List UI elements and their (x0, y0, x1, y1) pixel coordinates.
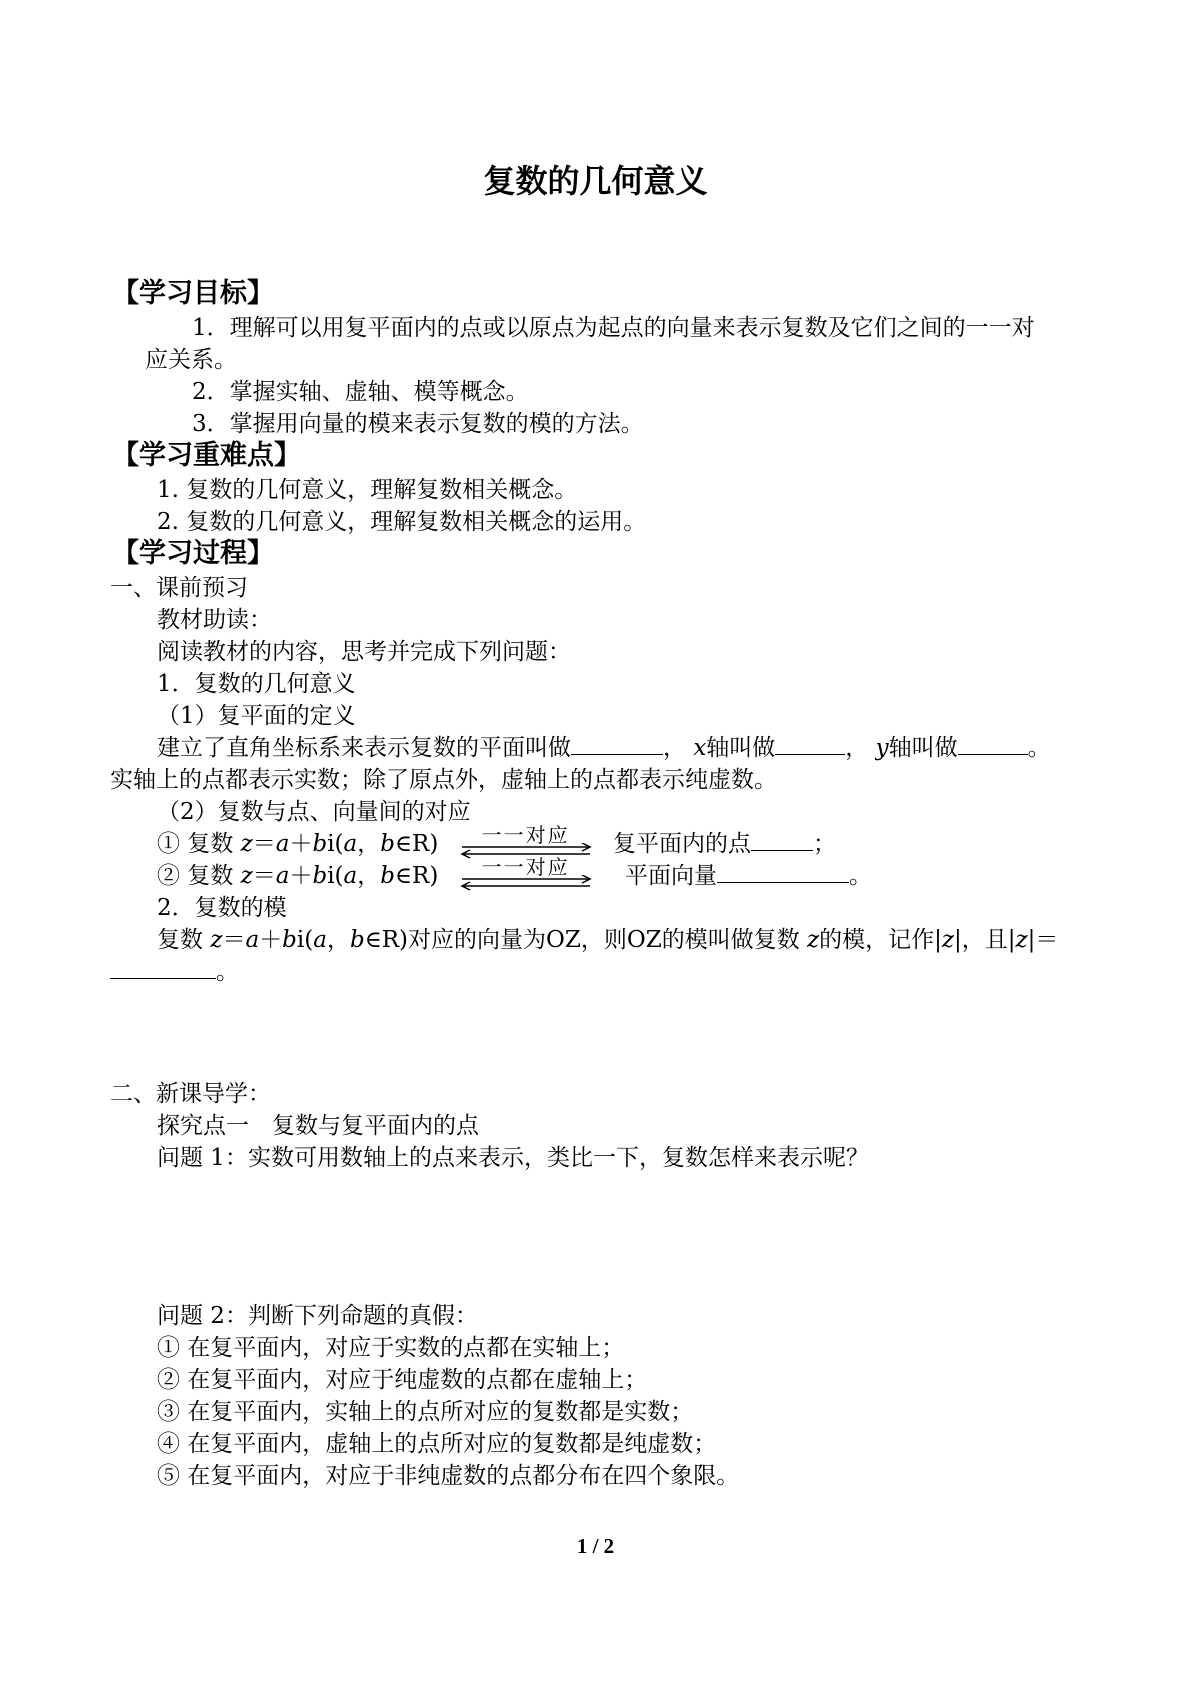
complex-plane-definition (157, 732, 1051, 764)
proposition-3: ③ 在复平面内，实轴上的点所对应的复数都是实数； (157, 1399, 694, 1425)
period: 。 (848, 863, 872, 889)
proposition-1: ① 在复平面内，对应于实数的点都在实轴上； (157, 1335, 625, 1361)
axis-note: 实轴上的点都表示实数；除了原点外，虚轴上的点都表示纯虚数。 (110, 767, 777, 793)
answer-blank-point[interactable] (751, 830, 813, 851)
z-variable: z (210, 927, 223, 953)
comma: ， (845, 735, 869, 761)
equals-sign: ＝ (222, 927, 246, 953)
proposition-4: ④ 在复平面内，虚轴上的点所对应的复数都是纯虚数； (157, 1431, 717, 1457)
z-variable: z (941, 927, 955, 953)
z-variable: z (807, 927, 820, 953)
preview-heading: 一、课前预习 (110, 575, 248, 601)
goal-3: 3．掌握用向量的模来表示复数的模的方法。 (192, 411, 644, 437)
point-label: 复平面内的点 (612, 831, 751, 857)
comma: ， (357, 863, 381, 889)
correspondence-2 (157, 855, 872, 892)
one-to-one-arrow (456, 855, 596, 891)
y-variable: y (875, 735, 889, 761)
z-variable: z (1015, 927, 1028, 953)
modulus-notation: |＝ (1027, 927, 1059, 953)
comma: ， (357, 831, 381, 857)
modulus-definition (157, 924, 1058, 956)
textbook-aid: 教材助读： (157, 607, 272, 633)
key-point-2: 2. 复数的几何意义，理解复数相关概念的运用。 (157, 509, 647, 535)
b-variable: b (312, 863, 328, 889)
a-variable: a (245, 927, 260, 953)
page-number: 1 / 2 (576, 1534, 615, 1558)
modulus-notation: |，且| (954, 927, 1016, 953)
b-variable: b (312, 831, 328, 857)
answer-blank-plane[interactable] (571, 734, 663, 755)
arrow-label: 一一对应 (481, 823, 570, 847)
real-set: ∈R) (395, 831, 439, 857)
answer-blank-modulus[interactable] (110, 958, 216, 979)
modulus-notation: 的模，记作| (819, 927, 942, 953)
plus-sign: ＋ (289, 831, 313, 857)
imaginary-unit: i( (327, 831, 344, 857)
complex-label: 复数 (157, 927, 203, 953)
vector-label: 平面向量 (624, 863, 717, 889)
complex-label: 复数 (187, 863, 234, 889)
arrow-label: 一一对应 (481, 855, 570, 879)
question-2: 问题 2：判断下列命题的真假： (157, 1303, 478, 1329)
plus-sign: ＋ (289, 863, 313, 889)
imaginary-unit: i( (296, 927, 314, 953)
b-variable: b (380, 831, 395, 857)
period: 。 (1027, 735, 1051, 761)
comma: ， (663, 735, 686, 761)
goal-1: 1．理解可以用复平面内的点或以原点为起点的向量来表示复数及它们之间的一一对 (192, 315, 1035, 341)
b-variable: b (282, 927, 297, 953)
proposition-5: ⑤ 在复平面内，对应于非纯虚数的点都分布在四个象限。 (157, 1463, 740, 1489)
definition-text: 建立了直角坐标系来表示复数的平面叫做 (157, 735, 571, 761)
goal-2: 2．掌握实轴、虚轴、模等概念。 (192, 379, 529, 405)
x-axis-text: 轴叫做 (706, 735, 776, 761)
equals-sign: ＝ (252, 831, 276, 857)
a-variable: a (313, 927, 327, 953)
comma: ， (326, 927, 350, 953)
answer-blank-x-axis[interactable] (775, 734, 845, 755)
answer-blank-y-axis[interactable] (958, 734, 1028, 755)
equals-sign: ＝ (252, 863, 276, 889)
b-variable: b (349, 927, 365, 953)
section-process-heading: 【学习过程】 (112, 538, 274, 569)
b-variable: b (380, 863, 395, 889)
section-goals-heading: 【学习目标】 (112, 278, 274, 309)
answer-blank-vector[interactable] (717, 862, 849, 883)
page-title: 复数的几何意义 (483, 162, 708, 200)
imaginary-unit: i( (327, 863, 344, 889)
item-number: ② (157, 863, 180, 889)
topic-1-2-heading: （2）复数与点、向量间的对应 (157, 799, 471, 825)
explore-point-1: 探究点一 复数与复平面内的点 (157, 1113, 479, 1139)
a-variable: a (343, 831, 358, 857)
section-key-heading: 【学习重难点】 (112, 440, 301, 471)
reading-instruction: 阅读教材的内容，思考并完成下列问题： (157, 639, 571, 665)
topic-2-heading: 2．复数的模 (157, 895, 287, 921)
item-number: ① (157, 831, 180, 857)
modulus-text: 对应的向量为OZ，则OZ的模叫做复数 (408, 927, 800, 953)
a-variable: a (275, 863, 290, 889)
z-variable: z (240, 831, 253, 857)
y-axis-text: 轴叫做 (888, 735, 958, 761)
topic-1-1-heading: （1）复平面的定义 (157, 703, 356, 729)
semicolon: ； (812, 831, 836, 857)
a-variable: a (343, 863, 358, 889)
z-variable: z (240, 863, 253, 889)
a-variable: a (275, 831, 290, 857)
plus-sign: ＋ (259, 927, 283, 953)
question-1: 问题 1：实数可用数轴上的点来表示，类比一下，复数怎样来表示呢？ (157, 1145, 869, 1171)
new-lesson-heading: 二、新课导学： (110, 1081, 271, 1107)
topic-1-heading: 1．复数的几何意义 (157, 671, 356, 697)
modulus-answer-line (110, 956, 239, 988)
x-variable: x (693, 735, 707, 761)
period: 。 (216, 959, 239, 985)
complex-label: 复数 (187, 831, 234, 857)
double-arrow-icon (456, 875, 596, 891)
key-point-1: 1. 复数的几何意义，理解复数相关概念。 (157, 477, 578, 503)
goal-1-cont: 应关系。 (145, 347, 237, 373)
real-set: ∈R) (395, 863, 439, 889)
proposition-2: ② 在复平面内，对应于纯虚数的点都在虚轴上； (157, 1367, 648, 1393)
real-set: ∈R) (364, 927, 409, 953)
